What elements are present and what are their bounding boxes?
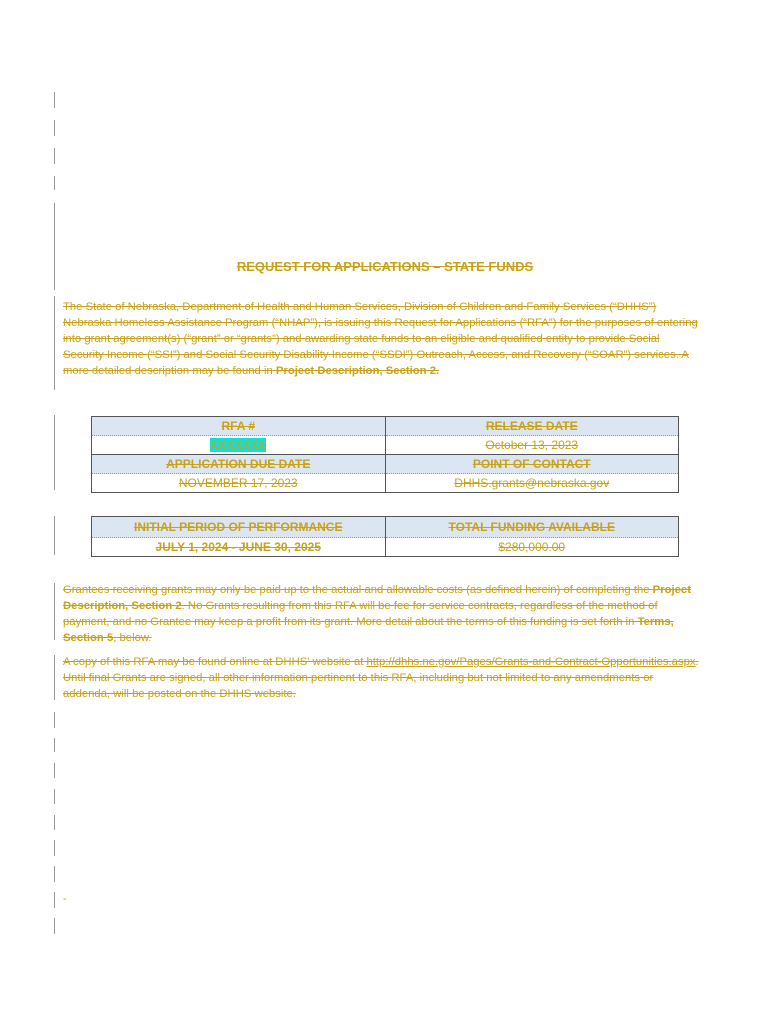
rfa-label: RFA # (92, 417, 386, 436)
release-label: RELEASE DATE (385, 417, 679, 436)
text: . No Grants resulting from this RFA will be fee for service contracts, regardless of the method of payment, and no Grantee may keep a profit from its grant. More detail about the terms of this funding is set forth in (63, 600, 658, 628)
due-value: NOVEMBER 17, 2023 (92, 474, 386, 493)
change-bar (54, 203, 55, 290)
change-bar (54, 738, 55, 752)
intro-paragraph (63, 299, 703, 379)
text: A copy of this RFA may be found online at DHHS’ website at (63, 656, 367, 668)
funding-table (91, 516, 679, 557)
stray-dash: - (63, 893, 67, 905)
change-bar (54, 866, 55, 882)
change-bar (54, 583, 55, 640)
change-bar (54, 415, 55, 490)
change-bar (54, 892, 55, 908)
document-title: REQUEST FOR APPLICATIONS – STATE FUNDS (236, 259, 534, 274)
funding-value: $280,000.00 (385, 538, 679, 557)
funding-label: TOTAL FUNDING AVAILABLE (385, 517, 679, 538)
contact-value: DHHS.grants@nebraska.gov (385, 474, 679, 493)
copy-paragraph (63, 654, 703, 702)
release-value: October 13, 2023 (385, 436, 679, 455)
rfa-info-table (91, 416, 679, 493)
contact-label: POINT OF CONTACT (385, 455, 679, 474)
change-bar (54, 120, 55, 136)
change-bar (54, 296, 55, 390)
intro-bold-ref: Project Description, Section 2. (275, 365, 440, 377)
change-bar (54, 712, 55, 728)
text: Grantees receiving grants may only be paid up to the actual and allowable costs (as defined herein) of completing the (63, 584, 653, 596)
period-label: INITIAL PERIOD OF PERFORMANCE (92, 517, 386, 538)
change-bar (54, 763, 55, 778)
grantees-paragraph (63, 582, 703, 646)
intro-text: The State of Nebraska, Department of Health and Human Services, Division of Children and Family Services (“DHHS”) Nebraska Homeless Assistance Program (“NHAP”), is issuing this Request for Applications (“RFA”) for the purposes of entering into grant agreement(s) (“grant” or “grants”) and awarding state funds to an eligible and qualified entity to provide Social Security Income (“SSI”) and Social Security Disability Income (“SSDI”) Outreach, Access, and Recovery (“SOAR”) services. A more detailed description may be found in (63, 301, 698, 377)
change-bar (54, 918, 55, 934)
bold-ref: Terms, Section 5 (63, 616, 674, 644)
text: , below. (113, 632, 152, 644)
change-bar (54, 655, 55, 700)
change-bar (54, 516, 55, 555)
rfa-number: XXXXXXX (210, 438, 267, 452)
change-bar (54, 92, 55, 108)
text: . Until final Grants are signed, all other information pertinent to this RFA, including but not limited to any amendments or addenda, will be posted on the DHHS website. (63, 656, 699, 700)
due-label: APPLICATION DUE DATE (92, 455, 386, 474)
change-bar (54, 815, 55, 830)
rfa-website-link[interactable]: http://dhhs.ne.gov/Pages/Grants-and-Contract-Opportunities.aspx (366, 656, 696, 668)
change-bar (54, 176, 55, 190)
bold-ref: Project Description, Section 2 (63, 584, 691, 612)
rfa-value (92, 436, 386, 455)
change-bar (54, 840, 55, 856)
period-value: JULY 1, 2024 - JUNE 30, 2025 (92, 538, 386, 557)
change-bar (54, 148, 55, 164)
change-bar (54, 789, 55, 804)
